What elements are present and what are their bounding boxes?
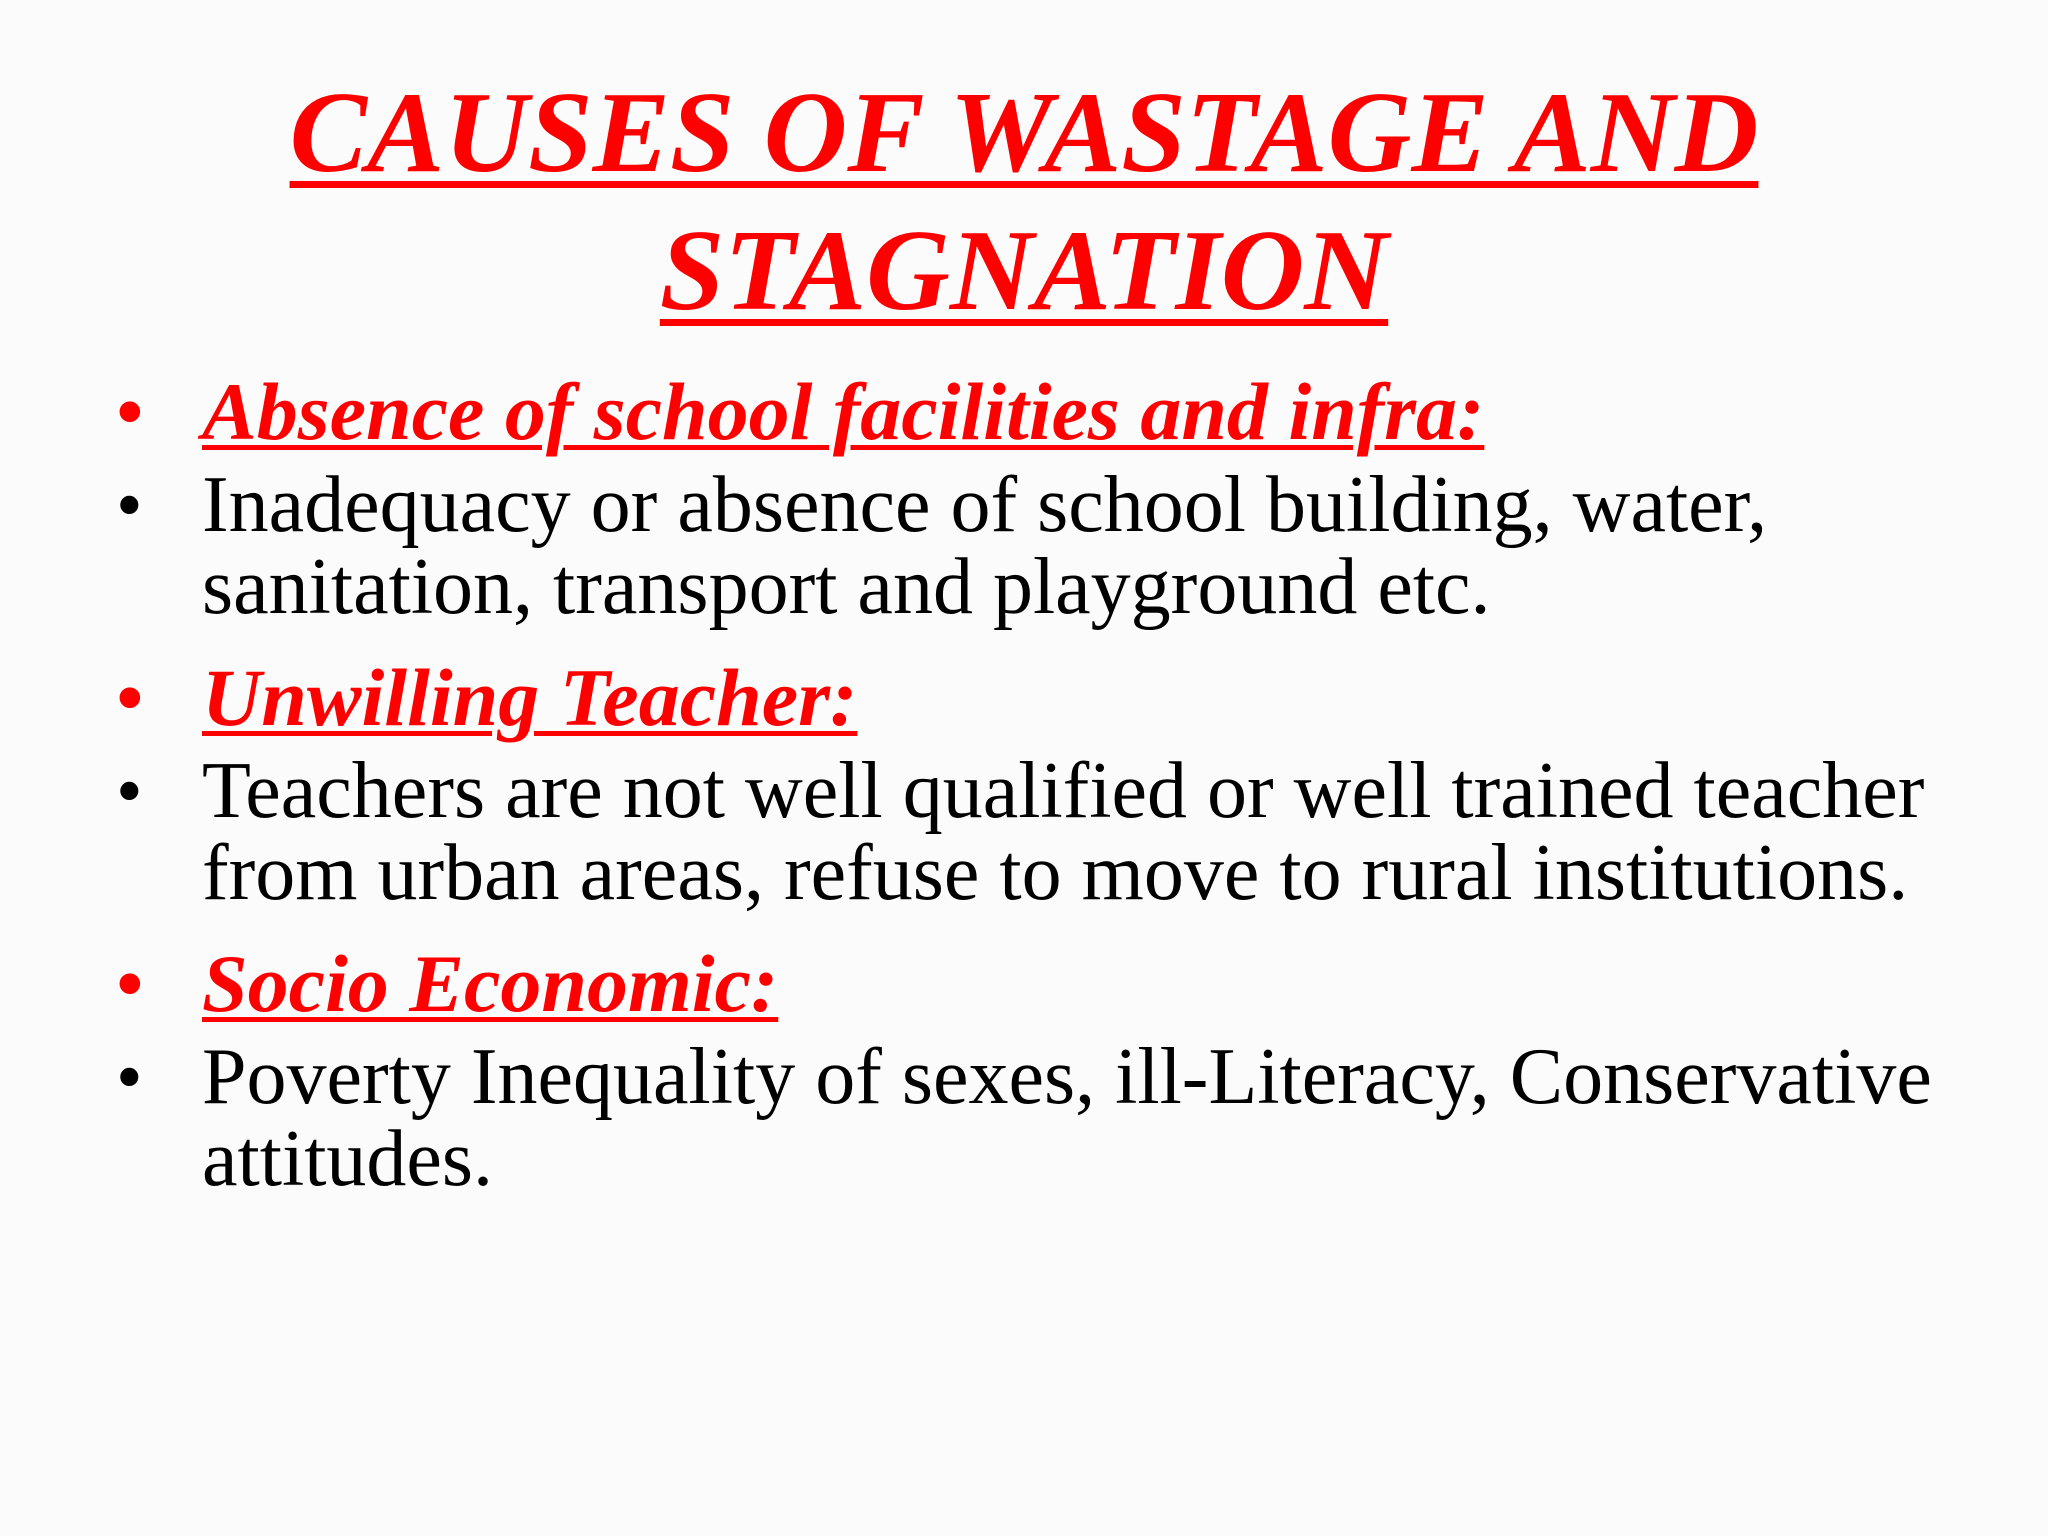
- bullet-icon: •: [116, 370, 143, 454]
- bullet-icon: •: [116, 463, 143, 547]
- list-item-body-socio-economic: [116, 1033, 1936, 1203]
- body-facilities: Inadequacy or absence of school building, water, sanitation, transport and playground etc.: [202, 461, 1768, 631]
- body-socio-economic: Poverty Inequality of sexes, ill-Literacy, Conservative attitudes.: [202, 1033, 1932, 1203]
- heading-socio-economic: Socio Economic:: [202, 938, 779, 1029]
- list-item-body-teacher: [116, 747, 1936, 917]
- title-line-1: CAUSES OF WASTAGE AND: [289, 69, 1759, 197]
- title-line-2: STAGNATION: [659, 207, 1389, 335]
- body-teacher: Teachers are not well qualified or well trained teacher from urban areas, refuse to move to rural institutions.: [202, 747, 1925, 917]
- list-item-heading-teacher: [116, 646, 1936, 750]
- heading-facilities: Absence of school facilities and infra:: [202, 366, 1485, 457]
- bullet-icon: •: [116, 942, 143, 1026]
- bullet-icon: •: [116, 1035, 143, 1119]
- list-item-heading-socio-economic: [116, 932, 1936, 1036]
- list-item-body-facilities: [116, 461, 1936, 631]
- bullet-icon: •: [116, 656, 143, 740]
- slide-title: [0, 64, 2048, 340]
- heading-teacher: Unwilling Teacher:: [202, 652, 858, 743]
- bullet-icon: •: [116, 749, 143, 833]
- bullet-list: [116, 360, 1936, 1218]
- list-item-heading-facilities: [116, 360, 1936, 464]
